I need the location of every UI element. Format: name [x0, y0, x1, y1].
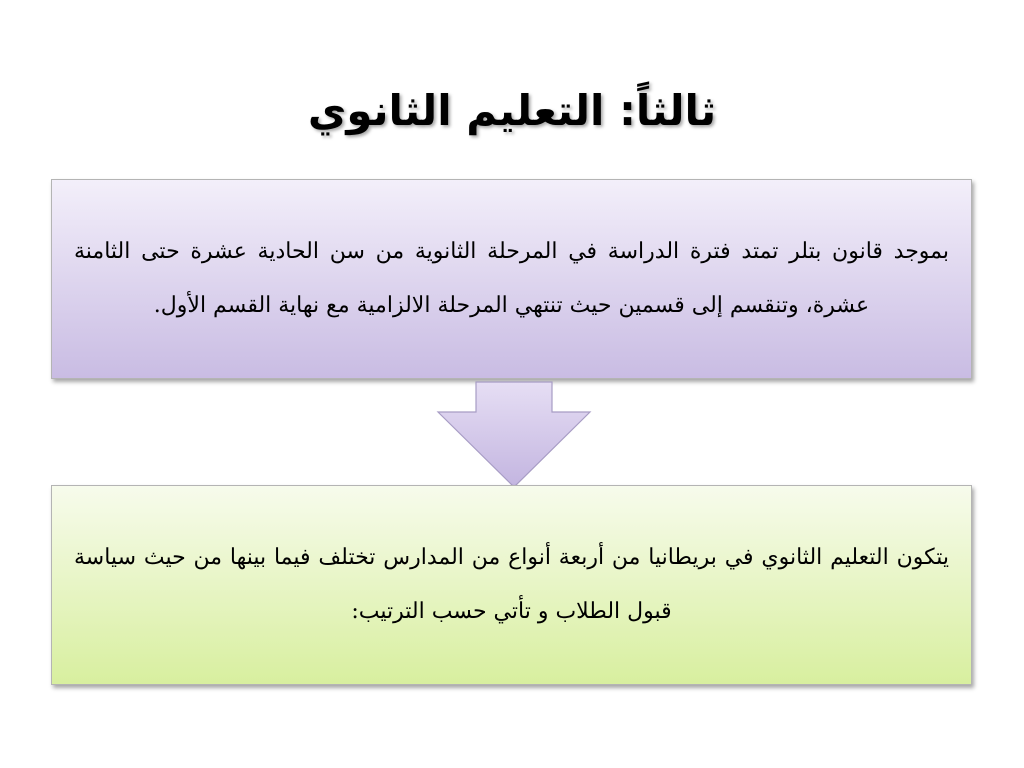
- info-box-text: يتكون التعليم الثانوي في بريطانيا من أربعة أنواع من المدارس تختلف فيما بينها من حيث سياسة قبول الطلاب و تأتي حسب الترتيب:: [74, 545, 949, 624]
- slide-title: ثالثاً: التعليم الثانوي: [307, 86, 717, 136]
- down-arrow-icon: [436, 381, 592, 489]
- arrow-shape: [438, 382, 590, 487]
- info-box-text: بموجد قانون بتلر تمتد فترة الدراسة في المرحلة الثانوية من سن الحادية عشرة حتى الثامنة عشرة، وتنقسم إلى قسمين حيث تنتهي المرحلة الالزامية مع نهاية القسم الأول.: [74, 239, 949, 318]
- info-box-study-duration: [51, 179, 972, 379]
- info-box-school-types: [51, 485, 972, 685]
